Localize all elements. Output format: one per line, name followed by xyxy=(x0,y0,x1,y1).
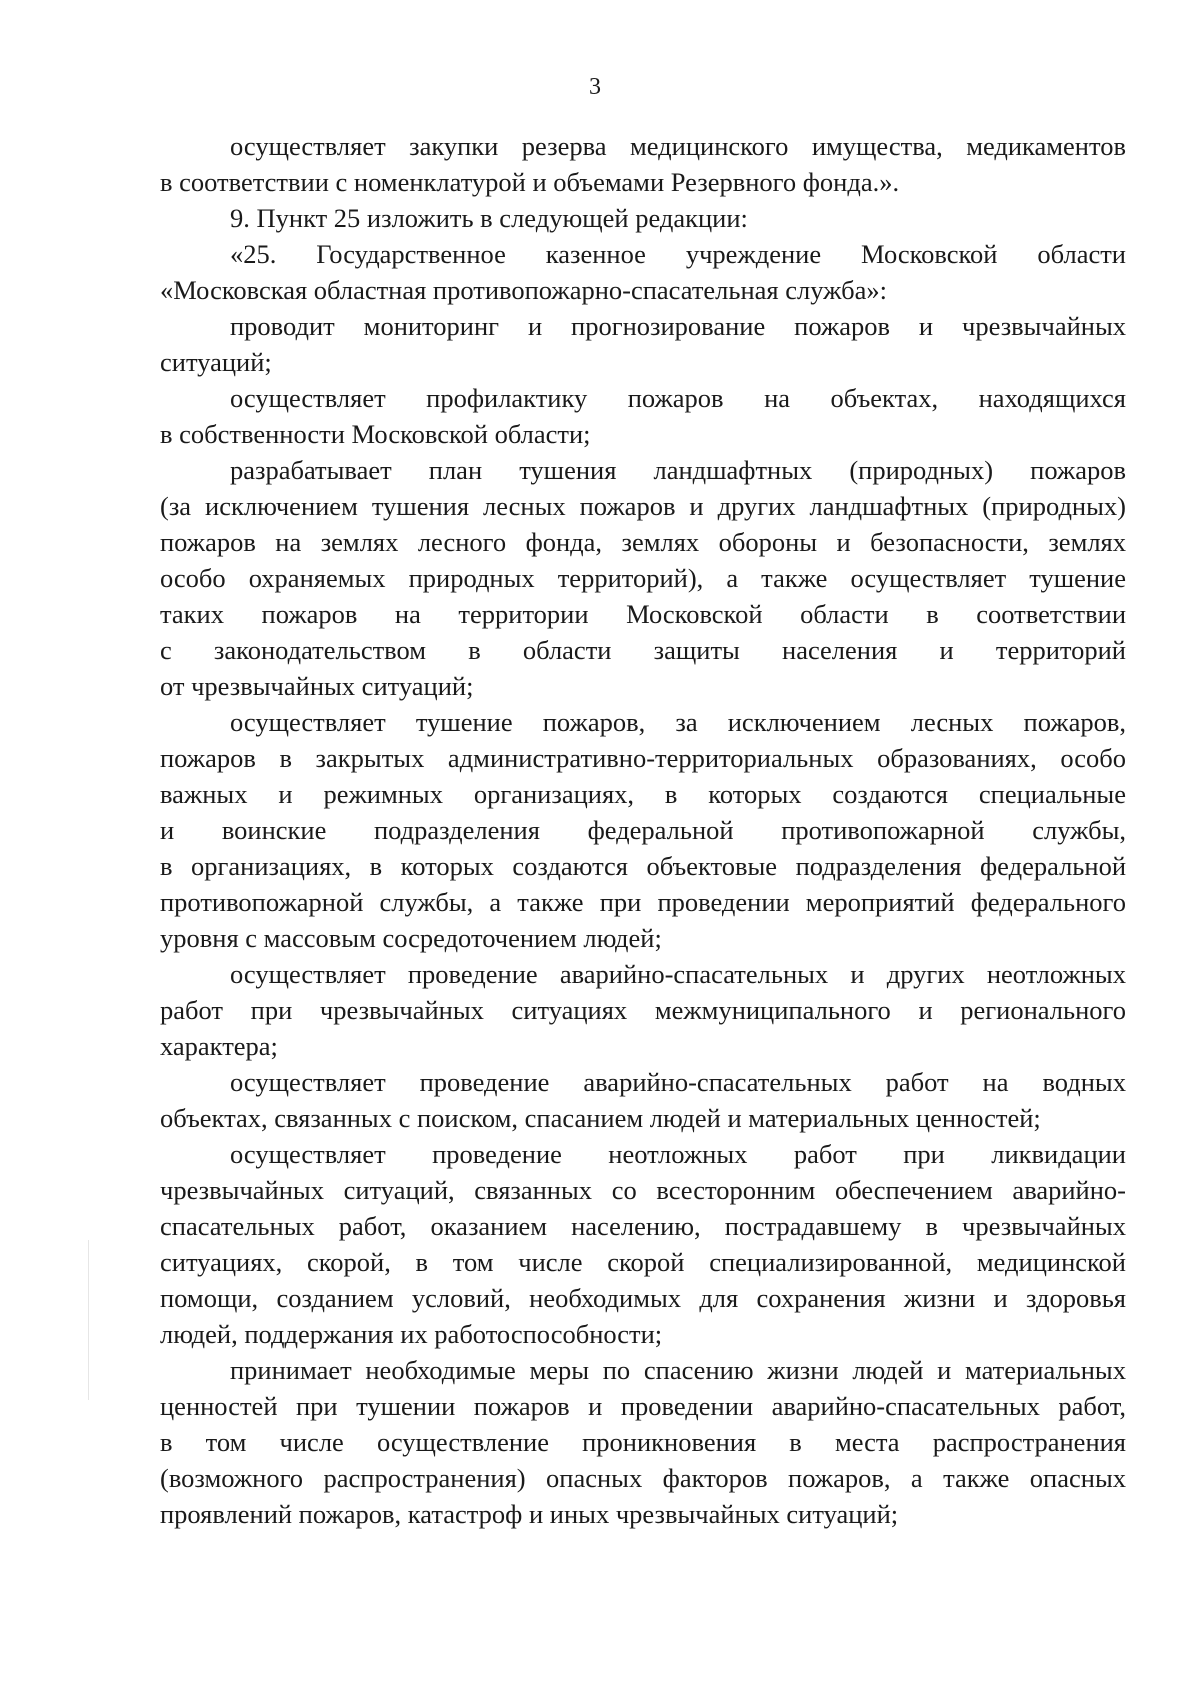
text-line: уровня с массовым сосредоточением людей; xyxy=(160,923,662,953)
text-line: осуществляет закупки резерва медицинского имущества, медикаментов xyxy=(230,131,1126,161)
paragraph-item-25-heading xyxy=(160,236,1126,308)
paragraph-monitoring xyxy=(160,308,1126,380)
paragraph-item-9 xyxy=(160,200,1126,236)
text-line: ценностей при тушении пожаров и проведении аварийно-спасательных работ, xyxy=(160,1391,1126,1421)
text-line: характера; xyxy=(160,1031,278,1061)
text-line: в соответствии с номенклатурой и объемами Резервного фонда.». xyxy=(160,167,900,197)
paragraph-water-rescue xyxy=(160,1064,1126,1136)
text-line: разрабатывает план тушения ландшафтных (природных) пожаров xyxy=(230,455,1126,485)
text-line: проявлений пожаров, катастроф и иных чрезвычайных ситуаций; xyxy=(160,1499,899,1529)
text-line: «25. Государственное казенное учреждение Московской области xyxy=(230,239,1126,269)
text-line: принимает необходимые меры по спасению жизни людей и материальных xyxy=(230,1355,1126,1385)
text-line: пожаров в закрытых административно-территориальных образованиях, особо xyxy=(160,743,1126,773)
text-line: осуществляет проведение аварийно-спасательных работ на водных xyxy=(230,1067,1126,1097)
text-line: «Московская областная противопожарно-спасательная служба»: xyxy=(160,275,887,305)
text-line: осуществляет проведение аварийно-спасательных и других неотложных xyxy=(230,959,1126,989)
paragraph-rescue-works xyxy=(160,956,1126,1064)
text-line: работ при чрезвычайных ситуациях межмуниципального и регионального xyxy=(160,995,1126,1025)
text-line: ситуаций; xyxy=(160,347,272,377)
text-line: спасательных работ, оказанием населению, пострадавшему в чрезвычайных xyxy=(160,1211,1126,1241)
text-line: таких пожаров на территории Московской области в соответствии xyxy=(160,599,1126,629)
page-number: 3 xyxy=(589,74,601,100)
text-line: людей, поддержания их работоспособности; xyxy=(160,1319,663,1349)
document-body xyxy=(160,128,1126,1532)
text-line: важных и режимных организациях, в которых создаются специальные xyxy=(160,779,1126,809)
text-line: от чрезвычайных ситуаций; xyxy=(160,671,474,701)
text-line: помощи, созданием условий, необходимых для сохранения жизни и здоровья xyxy=(160,1283,1126,1313)
paragraph-emergency-works xyxy=(160,1136,1126,1352)
text-line: чрезвычайных ситуаций, связанных со всесторонним обеспечением аварийно- xyxy=(160,1175,1126,1205)
paragraph-landscape-fires xyxy=(160,452,1126,704)
text-line: осуществляет тушение пожаров, за исключением лесных пожаров, xyxy=(230,707,1126,737)
paragraph-life-saving xyxy=(160,1352,1126,1532)
text-line: в организациях, в которых создаются объектовые подразделения федеральной xyxy=(160,851,1126,881)
text-line: особо охраняемых природных территорий), а также осуществляет тушение xyxy=(160,563,1126,593)
paragraph-firefighting xyxy=(160,704,1126,956)
text-line: 9. Пункт 25 изложить в следующей редакции: xyxy=(230,203,748,233)
text-line: проводит мониторинг и прогнозирование пожаров и чрезвычайных xyxy=(230,311,1126,341)
text-line: ситуациях, скорой, в том числе скорой специализированной, медицинской xyxy=(160,1247,1126,1277)
paragraph-prevention xyxy=(160,380,1126,452)
text-line: объектах, связанных с поиском, спасанием людей и материальных ценностей; xyxy=(160,1103,1041,1133)
text-line: (за исключением тушения лесных пожаров и других ландшафтных (природных) xyxy=(160,491,1126,521)
text-line: пожаров на землях лесного фонда, землях обороны и безопасности, землях xyxy=(160,527,1126,557)
text-line: и воинские подразделения федеральной противопожарной службы, xyxy=(160,815,1126,845)
scan-artifact xyxy=(88,1240,89,1400)
text-line: осуществляет профилактику пожаров на объектах, находящихся xyxy=(230,383,1126,413)
paragraph-purchases xyxy=(160,128,1126,200)
text-line: (возможного распространения) опасных факторов пожаров, а также опасных xyxy=(160,1463,1126,1493)
text-line: осуществляет проведение неотложных работ при ликвидации xyxy=(230,1139,1126,1169)
text-line: в том числе осуществление проникновения в места распространения xyxy=(160,1427,1126,1457)
text-line: с законодательством в области защиты населения и территорий xyxy=(160,635,1126,665)
text-line: противопожарной службы, а также при проведении мероприятий федерального xyxy=(160,887,1126,917)
text-line: в собственности Московской области; xyxy=(160,419,591,449)
